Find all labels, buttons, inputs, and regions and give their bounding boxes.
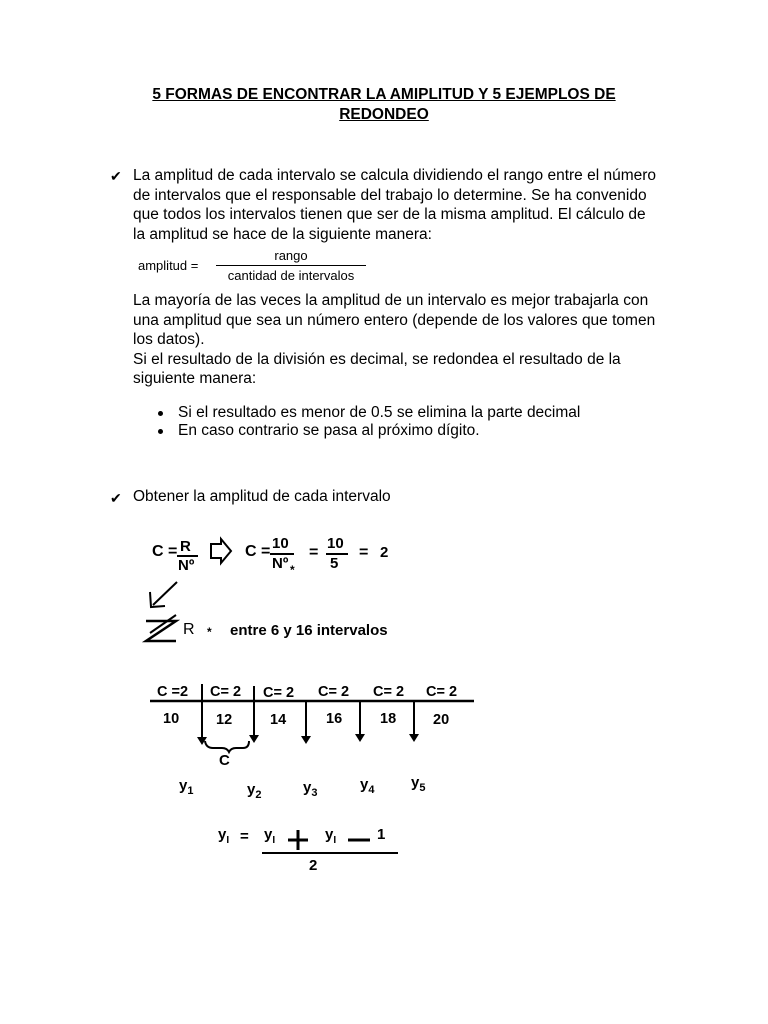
tick-arrow-4 (355, 734, 365, 742)
section-2-heading: Obtener la amplitud de cada intervalo (133, 488, 391, 505)
interval-value-6: 20 (433, 712, 450, 728)
y-label-2: $y_2$ (247, 781, 262, 801)
tick-arrow-5 (409, 734, 419, 742)
tick-arrow-2 (249, 735, 259, 743)
interval-value-1: 10 (163, 711, 180, 727)
interval-value-2: 12 (216, 712, 233, 728)
final-denominator: 2 (309, 857, 318, 874)
bullet-item-2: En caso contrario se pasa al próximo dígito. (178, 422, 480, 439)
calc-ten: 10 (272, 535, 289, 552)
range-text: entre 6 y 16 intervalos (230, 622, 388, 639)
final-lhs: $y_I$ (218, 826, 230, 846)
formula-lhs: amplitud = (138, 258, 199, 273)
paragraph-2-line-1: La mayoría de las veces la amplitud de un intervalo es mejor trabajarla con (133, 292, 649, 309)
final-term-2: $y_I$ (325, 826, 337, 846)
paragraph-1-line-3: que todos los intervalos tienen que ser de la misma amplitud. El cálculo de (133, 206, 646, 223)
diagonal-arrow-line (153, 582, 177, 605)
paragraph-1-line-1: La amplitud de cada intervalo se calcula dividiendo el rango entre el número (133, 167, 657, 184)
bullet-item-1: Si el resultado es menor de 0.5 se elimina la parte decimal (178, 404, 581, 421)
tick-arrow-3 (301, 736, 311, 744)
calc-c-eq: C = (152, 543, 178, 560)
paragraph-2-line-3: los datos). (133, 331, 205, 348)
check-bullet-icon: ✔ (110, 168, 122, 184)
page-title-line-2: REDONDEO (339, 106, 429, 123)
implies-arrow-icon (211, 539, 231, 563)
y-label-5: $y_5$ (411, 774, 426, 794)
interval-c-label-6: C= 2 (426, 684, 458, 700)
y-label-3: $y_3$ (303, 779, 318, 799)
z-symbol (146, 621, 176, 641)
calc-eq-1: = (309, 544, 319, 561)
final-eq: = (240, 828, 249, 845)
calc-r: R (180, 538, 191, 555)
interval-c-label-2: C= 2 (210, 684, 242, 700)
y-label-1: $y_1$ (179, 777, 194, 797)
formula-denominator: cantidad de intervalos (227, 268, 355, 283)
interval-value-4: 16 (326, 711, 343, 727)
calc-ten-2: 10 (327, 535, 344, 552)
range-r: R (183, 621, 195, 638)
interval-c-label-5: C= 2 (373, 684, 405, 700)
calc-no-2: Nº (272, 555, 289, 572)
calc-five: 5 (330, 555, 339, 572)
interval-value-3: 14 (270, 712, 287, 728)
paragraph-3-line-1: Si el resultado de la división es decimal, se redondea el resultado de la (133, 350, 621, 368)
interval-c-label-1: C =2 (157, 684, 189, 700)
brace (205, 741, 249, 752)
calc-two: 2 (380, 544, 389, 561)
calc-eq-2: = (359, 544, 369, 561)
paragraph-2-line-2: una amplitud que sea un número entero (depende de los valores que tomen (133, 311, 656, 329)
paragraph-3-line-2: siguiente manera: (133, 370, 257, 387)
final-one: 1 (377, 826, 386, 843)
calc-c-eq-2: C = (245, 543, 271, 560)
final-term-1: $y_I$ (264, 826, 276, 846)
paragraph-1-line-4: la amplitud se hace de la siguiente manera: (133, 225, 432, 243)
formula-numerator: rango (274, 248, 308, 263)
paragraph-1-line-2: de intervalos que el responsable del trabajo lo determine. Se ha convenido (133, 186, 647, 204)
page-title-line-1: 5 FORMAS DE ENCONTRAR LA AMIPLITUD Y 5 EJEMPLOS DE (152, 86, 616, 103)
interval-c-label-4: C= 2 (318, 684, 350, 700)
check-bullet-icon-2: ✔ (110, 490, 122, 506)
calc-no: Nº (178, 557, 195, 574)
y-label-4: $y_4$ (360, 776, 375, 796)
interval-value-5: 18 (380, 711, 397, 727)
range-star: * (207, 625, 212, 639)
interval-c-label-3: C= 2 (263, 685, 295, 701)
brace-label: C (219, 752, 230, 769)
calc-star-1: * (290, 563, 295, 577)
